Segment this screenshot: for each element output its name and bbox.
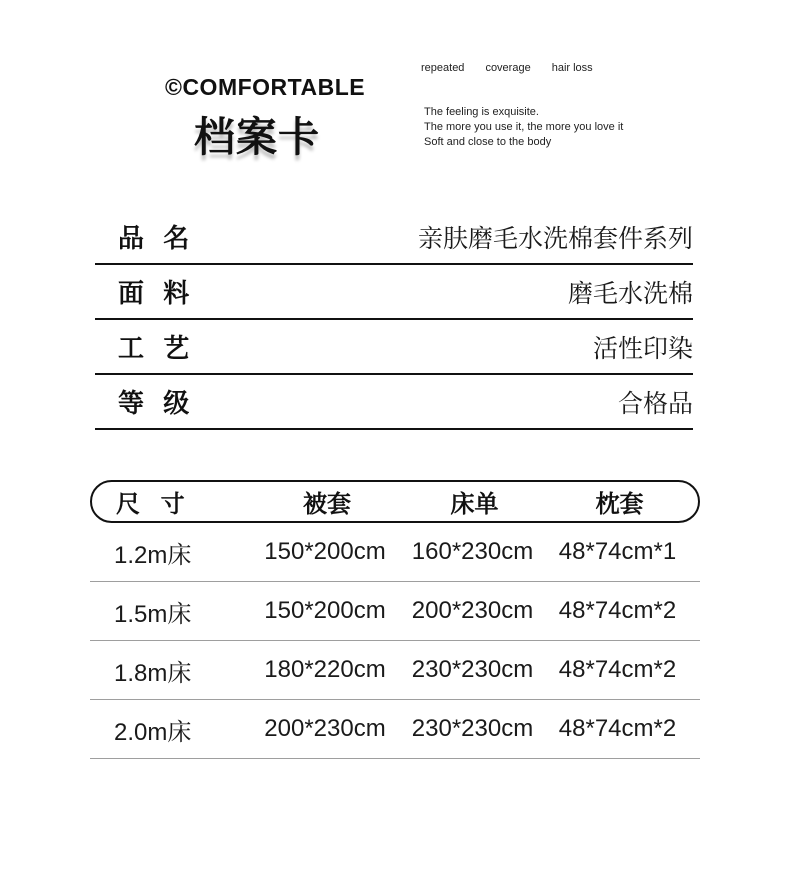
table-row xyxy=(90,641,700,700)
cell-bed-sheet: 230*230cm xyxy=(411,715,534,742)
attribute-row-fabric xyxy=(95,265,693,320)
size-table-header xyxy=(90,480,700,523)
cell-duvet-cover: 180*220cm xyxy=(264,656,386,683)
column-header-duvet-cover: 被套 xyxy=(303,491,351,518)
attribute-value: 磨毛水洗棉 xyxy=(567,279,693,308)
keyword-coverage: coverage xyxy=(485,62,531,74)
attribute-row-product-name xyxy=(95,210,693,265)
cell-duvet-cover: 200*230cm xyxy=(264,715,386,742)
cell-bed-size: 2.0m床 xyxy=(114,718,192,746)
cell-bed-size: 1.5m床 xyxy=(114,600,192,628)
keyword-list xyxy=(421,62,593,74)
cell-pillowcase: 48*74cm*2 xyxy=(558,656,677,683)
attribute-value: 合格品 xyxy=(617,389,693,418)
product-attributes xyxy=(95,210,693,430)
column-header-pillowcase: 枕套 xyxy=(595,491,644,518)
tagline-line-2: The more you use it, the more you love it xyxy=(424,121,624,133)
card-title: 档案卡 xyxy=(194,114,320,160)
column-header-size: 尺 寸 xyxy=(116,491,185,518)
cell-bed-size: 1.2m床 xyxy=(114,541,192,569)
cell-duvet-cover: 150*200cm xyxy=(264,538,386,565)
cell-pillowcase: 48*74cm*2 xyxy=(558,715,677,742)
attribute-label: 等 级 xyxy=(118,388,190,418)
cell-pillowcase: 48*74cm*1 xyxy=(558,538,677,565)
table-row xyxy=(90,700,700,759)
attribute-row-craft xyxy=(95,320,693,375)
cell-duvet-cover: 150*200cm xyxy=(264,597,386,624)
table-row xyxy=(90,582,700,641)
tagline-block xyxy=(424,105,623,150)
cell-bed-sheet: 230*230cm xyxy=(411,656,534,683)
attribute-value: 亲肤磨毛水洗棉套件系列 xyxy=(417,224,693,253)
cell-bed-size: 1.8m床 xyxy=(114,659,192,687)
attribute-row-grade xyxy=(95,375,693,430)
brand-logo-text: ©COMFORTABLE xyxy=(165,74,366,100)
size-table xyxy=(90,480,700,759)
column-header-bed-sheet: 床单 xyxy=(450,491,499,518)
tagline-line-1: The feeling is exquisite. xyxy=(424,106,539,118)
tagline-line-3: Soft and close to the body xyxy=(424,136,552,148)
attribute-label: 品 名 xyxy=(118,223,190,253)
attribute-label: 面 料 xyxy=(118,278,190,308)
attribute-label: 工 艺 xyxy=(118,333,190,363)
cell-bed-sheet: 160*230cm xyxy=(411,538,534,565)
cell-pillowcase: 48*74cm*2 xyxy=(558,597,677,624)
keyword-repeated: repeated xyxy=(421,62,465,74)
table-row xyxy=(90,523,700,582)
keyword-hair-loss: hair loss xyxy=(551,62,593,74)
cell-bed-sheet: 200*230cm xyxy=(411,597,534,624)
attribute-value: 活性印染 xyxy=(592,334,693,363)
